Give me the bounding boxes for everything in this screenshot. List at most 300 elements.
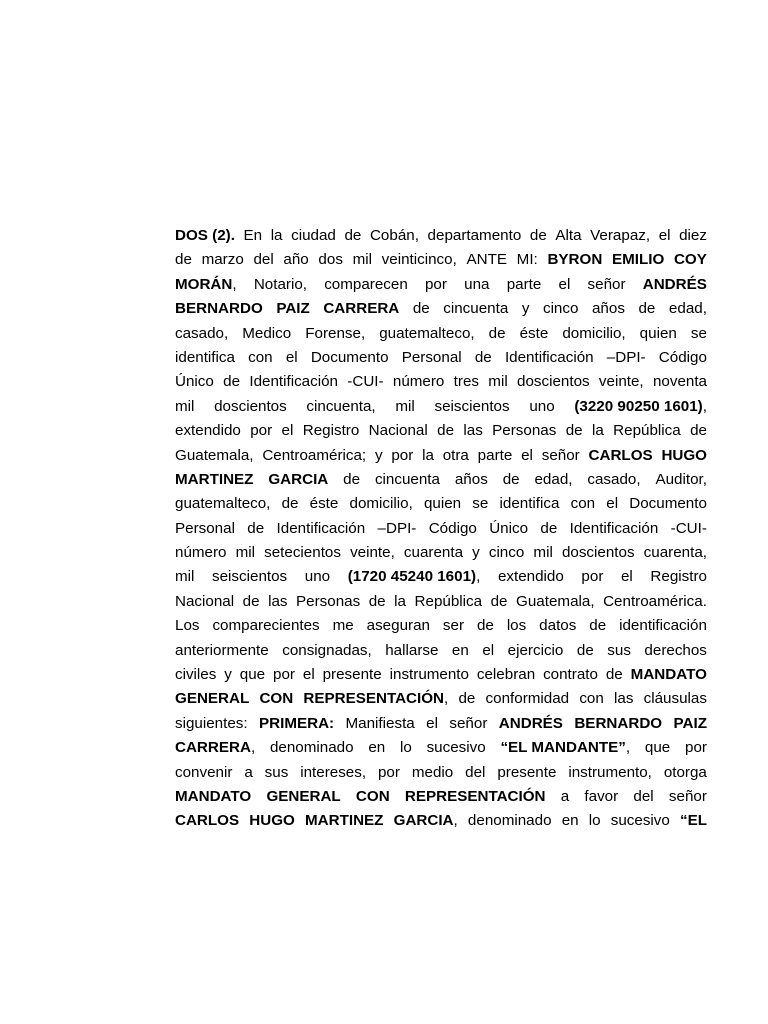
- word: [612, 248, 664, 272]
- word: [454, 370, 479, 394]
- word: [214, 395, 287, 419]
- text: domicilio,: [349, 495, 413, 513]
- word: [631, 663, 707, 687]
- text: el: [482, 641, 495, 659]
- word: [455, 468, 488, 492]
- word: [425, 273, 447, 297]
- word: [175, 687, 249, 711]
- text: Centroamérica.: [603, 592, 707, 610]
- text: Identificación: [504, 348, 594, 366]
- word: [674, 712, 707, 736]
- word: [561, 785, 569, 809]
- text: una: [464, 275, 490, 293]
- word: [347, 370, 383, 394]
- word: [520, 322, 549, 346]
- word: [175, 273, 237, 297]
- text: República: [613, 422, 681, 440]
- text: Guatemala,: [175, 446, 254, 464]
- word: [492, 419, 556, 443]
- text: quien: [423, 495, 462, 513]
- word: [303, 419, 360, 443]
- word: [443, 614, 464, 638]
- word: [619, 614, 707, 638]
- text: de: [344, 227, 362, 244]
- text: cincuenta: [374, 470, 440, 488]
- text: de: [605, 666, 623, 684]
- word: [175, 395, 194, 419]
- text-line: [175, 492, 707, 516]
- text: departamento: [427, 227, 522, 244]
- text: mil: [533, 544, 553, 562]
- text: instrumento: [389, 666, 469, 684]
- word: [671, 517, 707, 541]
- bold-text: GENERAL: [266, 787, 341, 805]
- text: por: [391, 446, 414, 464]
- text: las: [463, 422, 483, 440]
- text: ciudad: [291, 227, 336, 244]
- text: del: [633, 787, 654, 805]
- bold-text: ANDRÉS: [642, 275, 707, 293]
- text: identifica: [175, 348, 235, 366]
- text: con: [248, 348, 273, 366]
- bold-text: MARTINEZ: [175, 470, 254, 488]
- word: [644, 687, 707, 711]
- word: [555, 224, 581, 248]
- word: [644, 541, 707, 565]
- word: [464, 273, 489, 297]
- text: de: [368, 592, 386, 610]
- word: [370, 224, 419, 248]
- text: doscientos: [561, 544, 635, 562]
- word: [589, 809, 601, 833]
- text: Auditor,: [655, 470, 707, 488]
- text: señor: [541, 446, 580, 464]
- word: [415, 590, 483, 614]
- text: del: [465, 763, 486, 781]
- word: [369, 419, 428, 443]
- text: –DPI-: [377, 519, 417, 537]
- word: [223, 370, 240, 394]
- text: medio: [411, 763, 454, 781]
- text: Personal: [401, 348, 462, 366]
- word: [443, 444, 469, 468]
- word: [175, 712, 248, 736]
- text: Documento: [310, 348, 389, 366]
- text: se: [472, 495, 489, 513]
- text: Único: [175, 373, 214, 391]
- word: [248, 346, 273, 370]
- text: -CUI-: [347, 373, 384, 391]
- text: cláusulas: [643, 690, 707, 708]
- text: con: [579, 690, 604, 708]
- word: [305, 565, 330, 589]
- text: Nacional: [175, 592, 235, 610]
- text: sucesivo: [610, 812, 670, 830]
- text: por: [424, 275, 447, 293]
- word: [375, 468, 440, 492]
- text-line: [175, 346, 707, 370]
- word: [175, 444, 254, 468]
- text: los: [506, 617, 527, 635]
- word: [413, 297, 430, 321]
- word: [499, 712, 563, 736]
- bold-text: DOS (2).: [175, 227, 235, 244]
- word: [375, 444, 383, 468]
- text: convenir: [175, 763, 233, 781]
- text: otorga: [663, 763, 707, 781]
- word: [369, 590, 386, 614]
- text: quien: [639, 324, 677, 342]
- text: Verapaz,: [590, 227, 651, 244]
- bold-text: MARTINEZ: [305, 812, 384, 830]
- word: [679, 224, 707, 248]
- word: [540, 517, 557, 541]
- word: [614, 687, 633, 711]
- bold-text: EMILIO: [611, 251, 665, 269]
- text: mil: [488, 373, 508, 391]
- word: [378, 761, 400, 785]
- word: [638, 297, 655, 321]
- text: y: [374, 446, 383, 464]
- text: instrumento,: [568, 763, 652, 781]
- bold-text: REPRESENTACIÓN: [404, 787, 546, 805]
- text: hallarse: [385, 641, 439, 659]
- bold-text: CON: [355, 787, 390, 805]
- text: de: [476, 617, 494, 635]
- text: cincuenta,: [306, 397, 376, 415]
- text: de: [488, 324, 506, 342]
- text: presente: [497, 763, 557, 781]
- word: [571, 492, 596, 516]
- text: de: [638, 300, 656, 318]
- text: sucesivo: [426, 739, 486, 757]
- text: el: [558, 275, 571, 293]
- text: Documento: [629, 495, 707, 513]
- word: [437, 419, 454, 443]
- word: [378, 517, 417, 541]
- word: [303, 663, 315, 687]
- text: Centroamérica;: [262, 446, 367, 464]
- text: Código: [428, 519, 477, 537]
- word: [427, 736, 486, 760]
- text-line: [175, 809, 707, 833]
- text-line: [175, 761, 707, 785]
- word: [282, 639, 372, 663]
- word: [175, 419, 241, 443]
- text-line: [175, 590, 707, 614]
- text: lo: [588, 812, 601, 830]
- text: a: [244, 763, 253, 781]
- text: por: [685, 739, 707, 757]
- text: cinco: [488, 544, 525, 562]
- word: [404, 541, 463, 565]
- text-line: [175, 224, 707, 248]
- word: [175, 639, 269, 663]
- word: [385, 639, 438, 663]
- text: de: [490, 592, 508, 610]
- word: [266, 785, 340, 809]
- text: anteriormente: [175, 641, 269, 659]
- word: [244, 761, 252, 785]
- text: comparecientes: [212, 617, 320, 635]
- text: uno: [304, 568, 331, 586]
- word: [296, 590, 360, 614]
- word: [533, 541, 552, 565]
- text: Identificación: [276, 519, 366, 537]
- text: extendido: [175, 422, 241, 440]
- word: [270, 736, 354, 760]
- text: denominado: [467, 812, 552, 830]
- text: me: [332, 617, 354, 635]
- word: [443, 297, 508, 321]
- word: [588, 273, 626, 297]
- word: [517, 370, 590, 394]
- word: [175, 614, 200, 638]
- text: de: [343, 470, 361, 488]
- text: ser: [442, 617, 465, 635]
- word: [562, 809, 579, 833]
- bold-text: CARLOS: [588, 446, 653, 464]
- text: Guatemala,: [516, 592, 595, 610]
- word: [607, 639, 631, 663]
- word: [426, 712, 438, 736]
- word: [323, 663, 382, 687]
- text: de: [474, 348, 492, 366]
- text: extendido: [497, 568, 564, 586]
- word: [212, 614, 319, 638]
- text: Manifiesta: [345, 714, 415, 732]
- word: [393, 370, 445, 394]
- text: casado,: [587, 470, 641, 488]
- bold-text: “EL MANDANTE”: [500, 739, 626, 757]
- text: años: [591, 300, 625, 318]
- bold-text: ANDRÉS: [498, 714, 563, 732]
- word: [175, 492, 270, 516]
- word: [323, 297, 399, 321]
- bold-text: HUGO: [249, 812, 295, 830]
- word: [521, 444, 533, 468]
- text-line: [175, 565, 707, 589]
- word: [175, 346, 235, 370]
- word: [259, 712, 334, 736]
- word: [353, 248, 372, 272]
- word: [175, 785, 251, 809]
- text: siguientes:: [175, 714, 248, 732]
- word: [224, 663, 232, 687]
- text: dos: [318, 251, 343, 269]
- word: [507, 614, 526, 638]
- text: mil: [352, 251, 372, 269]
- text: celebran: [476, 666, 536, 684]
- text: parte: [477, 446, 513, 464]
- word: [466, 248, 507, 272]
- word: [175, 590, 234, 614]
- text: de: [502, 470, 520, 488]
- word: [664, 761, 707, 785]
- text: el: [285, 348, 298, 366]
- word: [590, 224, 650, 248]
- word: [661, 444, 707, 468]
- text: éste: [519, 324, 549, 342]
- text: uno: [529, 397, 555, 415]
- text: comparecen: [324, 275, 408, 293]
- punctuation: ,: [250, 739, 256, 757]
- word: [680, 809, 707, 833]
- word: [629, 492, 707, 516]
- text: las: [614, 690, 634, 708]
- text: la: [591, 422, 604, 440]
- word: [566, 419, 583, 443]
- word: [382, 248, 457, 272]
- text: las: [268, 592, 288, 610]
- word: [458, 687, 475, 711]
- word: [259, 687, 293, 711]
- text-line: [175, 614, 707, 638]
- word: [589, 614, 606, 638]
- text: Identificación: [569, 519, 659, 537]
- word: [305, 809, 383, 833]
- word: [497, 761, 556, 785]
- word: [350, 541, 395, 565]
- word: [400, 736, 412, 760]
- word: [175, 517, 235, 541]
- text: el: [606, 495, 619, 513]
- punctuation: ,: [702, 397, 707, 415]
- text: por: [377, 763, 400, 781]
- word: [277, 517, 366, 541]
- word: [611, 809, 670, 833]
- word: [508, 639, 564, 663]
- text: parte: [506, 275, 542, 293]
- text: y: [472, 544, 480, 562]
- text: Los: [175, 617, 200, 635]
- bold-text: GENERAL: [175, 690, 250, 708]
- text-line: [175, 395, 707, 419]
- word: [265, 761, 289, 785]
- word: [175, 224, 235, 248]
- word: [175, 248, 192, 272]
- word: [477, 614, 494, 638]
- word: [247, 517, 264, 541]
- word: [429, 517, 477, 541]
- text: sus: [264, 763, 289, 781]
- word: [283, 248, 308, 272]
- text: ejercicio: [507, 641, 564, 659]
- text: edad,: [534, 470, 573, 488]
- word: [577, 639, 594, 663]
- word: [500, 736, 630, 760]
- word: [424, 492, 461, 516]
- word: [489, 541, 524, 565]
- word: [175, 468, 253, 492]
- text: denominado: [269, 739, 354, 757]
- text: lo: [399, 739, 412, 757]
- word: [264, 541, 341, 565]
- word: [500, 492, 560, 516]
- bold-text: CARLOS: [175, 812, 240, 830]
- word: [674, 248, 707, 272]
- text-line: [175, 639, 707, 663]
- text: del: [253, 251, 274, 269]
- word: [212, 565, 287, 589]
- text: que: [644, 739, 671, 757]
- word: [579, 687, 604, 711]
- word: [542, 444, 580, 468]
- word: [395, 395, 414, 419]
- text: la: [270, 227, 283, 244]
- text: señor: [449, 714, 488, 732]
- text: derechos: [644, 641, 707, 659]
- text: de: [437, 422, 455, 440]
- text: mil: [175, 568, 195, 586]
- text: Único: [489, 519, 529, 537]
- word: [491, 590, 508, 614]
- word: [254, 273, 307, 297]
- text: en: [561, 812, 579, 830]
- text: a: [560, 787, 570, 805]
- text: y: [521, 300, 530, 318]
- word: [249, 370, 338, 394]
- bold-text: BERNARDO: [175, 300, 263, 318]
- text: Personas: [296, 592, 361, 610]
- bold-text: MANDATO: [630, 666, 707, 684]
- text-line: [175, 517, 707, 541]
- word: [428, 224, 522, 248]
- word: [589, 444, 653, 468]
- word: [669, 785, 707, 809]
- word: [534, 468, 572, 492]
- word: [640, 322, 677, 346]
- text: datos: [539, 617, 577, 635]
- text: de: [540, 519, 558, 537]
- word: [291, 224, 336, 248]
- word: [346, 712, 415, 736]
- word: [305, 322, 365, 346]
- text: cuarenta: [403, 544, 464, 562]
- text: -CUI-: [670, 519, 707, 537]
- text: Alta: [555, 227, 582, 244]
- word: [356, 785, 390, 809]
- text: de: [529, 227, 547, 244]
- word: [310, 492, 339, 516]
- word: [530, 224, 547, 248]
- punctuation: ,: [625, 739, 631, 757]
- text: setecientos: [264, 544, 341, 562]
- word: [175, 541, 227, 565]
- text: –DPI-: [606, 348, 646, 366]
- word: [300, 761, 366, 785]
- text: presente: [322, 666, 382, 684]
- word: [394, 809, 458, 833]
- word: [368, 736, 385, 760]
- text: años: [454, 470, 488, 488]
- text-line: [175, 663, 707, 687]
- text: el: [521, 446, 533, 464]
- document-body: [175, 224, 707, 834]
- text: veinte,: [350, 544, 395, 562]
- text: guatemalteco,: [379, 324, 475, 342]
- text: Medico: [242, 324, 292, 342]
- text-line: [175, 419, 707, 443]
- word: [644, 639, 706, 663]
- word: [488, 370, 507, 394]
- word: [379, 322, 474, 346]
- bold-text: CON: [259, 690, 294, 708]
- text: número: [175, 544, 227, 562]
- text: Registro: [302, 422, 360, 440]
- text: de: [690, 422, 707, 440]
- text: de: [589, 617, 607, 635]
